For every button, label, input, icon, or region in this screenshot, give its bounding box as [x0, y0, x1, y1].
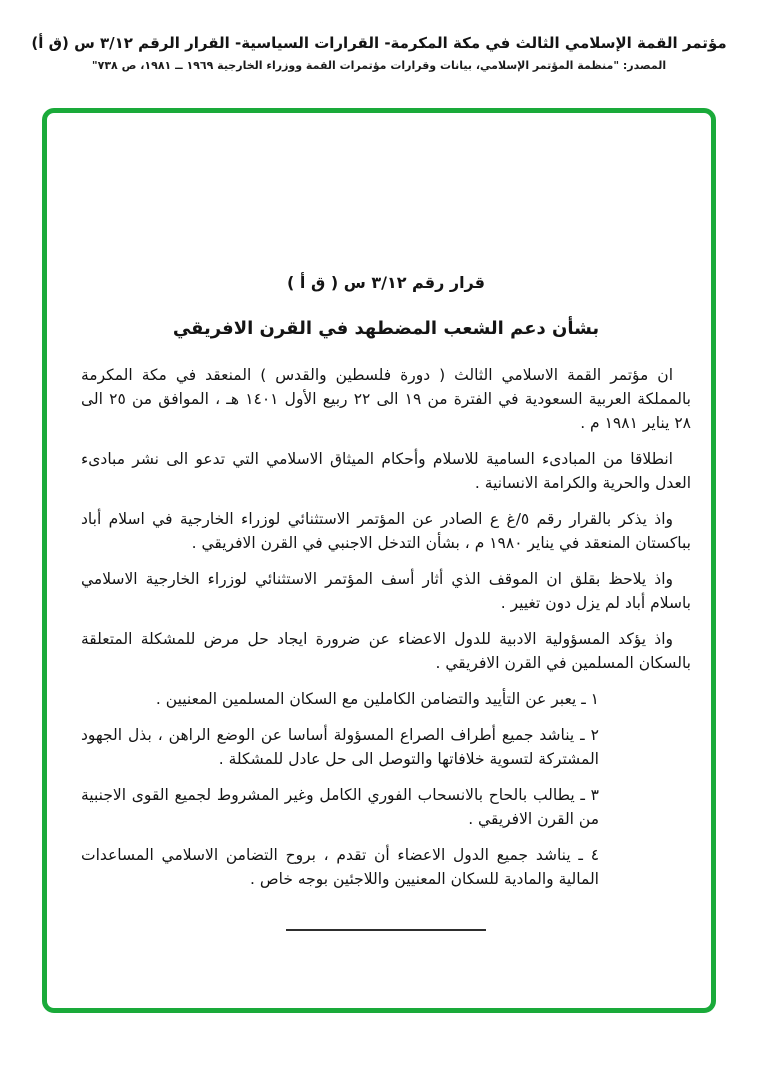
item-1-number: ١ ـ	[581, 690, 599, 708]
item-3-number: ٣ ـ	[580, 786, 599, 804]
header-source-citation: المصدر: "منظمة المؤتمر الإسلامي، بيانات وقرارات مؤتمرات القمة ووزراء الخارجية ١٩٦٩ ــ ١٩٨١، ص ٧٣٨"	[91, 59, 667, 72]
paragraph-moral-responsibility: واذ يؤكد المسؤولية الادبية للدول الاعضاء عن ضرورة ايجاد حل مرض للمشكلة المتعلقة بالسكان المسلمين في القرن الافريقي .	[81, 630, 691, 672]
resolution-number-line: قرار رقم ٣/١٢ س ( ق أ )	[287, 273, 485, 292]
resolution-body	[47, 113, 711, 931]
resolution-title: بشأن دعم الشعب المضطهد في القرن الافريقي	[172, 318, 600, 339]
operative-items-list	[81, 687, 691, 891]
item-1-text: يعبر عن التأييد والتضامن الكاملين مع السكان المسلمين المعنيين .	[155, 690, 577, 708]
end-of-text-divider	[286, 929, 486, 931]
operative-item-4	[81, 843, 691, 891]
item-2-number: ٢ ـ	[580, 726, 599, 744]
paragraph-noting-concern: واذ يلاحظ بقلق ان الموقف الذي أثار أسف المؤتمر الاستثنائي لوزراء الخارجية الاسلامي باسلام أباد لم يزل دون تغيير .	[81, 570, 691, 612]
operative-item-3	[81, 783, 691, 831]
operative-item-2	[81, 723, 691, 771]
operative-item-1	[81, 687, 691, 711]
paragraph-recalling-resolution: واذ يذكر بالقرار رقم ٥/غ ع الصادر عن المؤتمر الاستثنائي لوزراء الخارجية في اسلام أباد بباكستان المنعقد في يناير ١٩٨٠ م ، بشأن التدخل الاجنبي في القرن الافريقي .	[81, 510, 691, 552]
paragraph-principles: انطلاقا من المبادىء السامية للاسلام وأحكام الميثاق الاسلامي التي تدعو الى نشر مبادىء العدل والحرية والكرامة الانسانية .	[81, 450, 691, 492]
item-4-number: ٤ ـ	[578, 846, 600, 864]
document-source-header	[0, 0, 758, 72]
green-border-frame	[42, 108, 716, 1013]
item-4-text: يناشد جميع الدول الاعضاء أن تقدم ، بروح التضامن الاسلامي المساعدات المالية والمادية للسكان المعنيين واللاجئين بوجه خاص .	[81, 846, 599, 888]
item-2-text: يناشد جميع أطراف الصراع المسؤولة أساسا عن الوضع الراهن ، بذل الجهود المشتركة لتسوية خلافاتها والتوصل الى حل عادل للمشكلة .	[81, 726, 599, 768]
item-3-text: يطالب بالحاح بالانسحاب الفوري الكامل وغير المشروط لجميع القوى الاجنبية من القرن الافريقي .	[81, 786, 599, 828]
paragraph-preamble-session: ان مؤتمر القمة الاسلامي الثالث ( دورة فلسطين والقدس ) المنعقد في مكة المكرمة بالمملكة العربية السعودية في الفترة من ١٩ الى ٢٢ ربيع الأول ١٤٠١ هـ ، الموافق من ٢٥ الى ٢٨ يناير ١٩٨١ م .	[81, 366, 691, 432]
header-conference-line: مؤتمر القمة الإسلامي الثالث في مكة المكرمة- القرارات السياسية- القرار الرقم ٣/١٢ س (ق أ)	[31, 34, 727, 52]
